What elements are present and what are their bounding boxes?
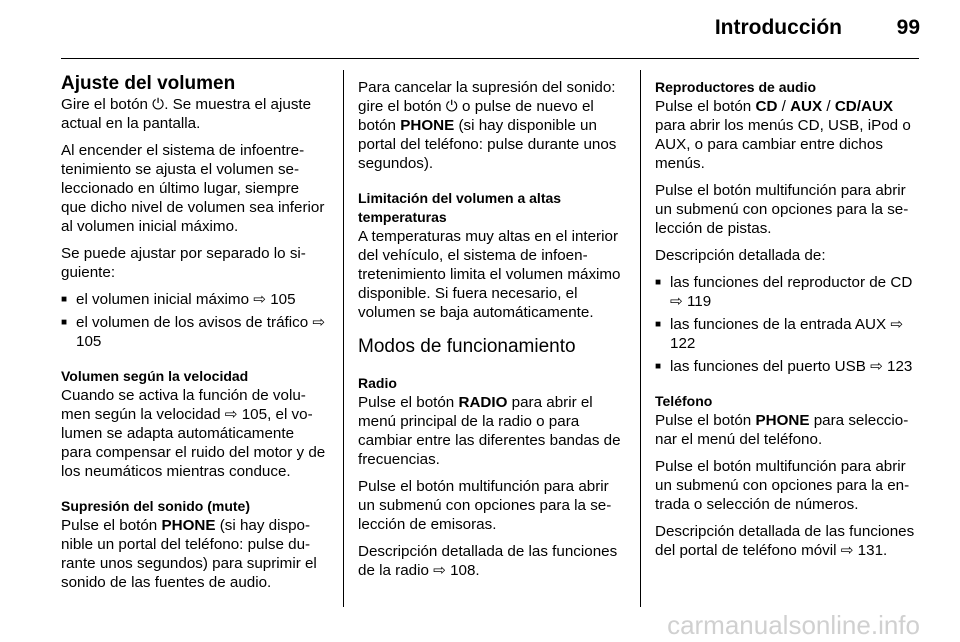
paragraph: Cuando se activa la función de volumen según la velocidad ⇨ 105, el volumen se adapta automáticamente para compensar el ruido del motor y de los neumáticos mientras conduce. xyxy=(61,387,326,480)
paragraph: Descripción detallada de las funciones de la radio ⇨ 108. xyxy=(358,543,618,579)
section-heading-volume: Ajuste del volumen xyxy=(61,73,236,94)
paragraph: Descripción detallada de: xyxy=(655,247,826,264)
button-name: RADIO xyxy=(458,394,508,411)
header-rule xyxy=(61,58,919,59)
paragraph: Pulse el botón RADIO para abrir el menú principal de la radio o para cambiar entre las diferentes bandas de frecuencias. xyxy=(358,394,621,468)
button-name: CD xyxy=(755,98,778,115)
button-name: AUX xyxy=(790,98,823,115)
bullet-list xyxy=(655,273,923,376)
list-item: ■ las funciones del reproductor de CD ⇨ 119 xyxy=(655,273,923,311)
list-item: ■ el volumen inicial máximo ⇨ 105 xyxy=(61,290,328,309)
paragraph: Para cancelar la supresión del sonido: gire el botón ⏻ o pulse de nuevo el botón PHONE (si hay disponible un portal del teléfono: pulse durante unos segundos). xyxy=(358,79,617,172)
bullet-list xyxy=(61,290,328,351)
paragraph: Pulse el botón multifunción para abrir un submenú con opciones para la entrada o selección de números. xyxy=(655,458,910,513)
paragraph: Al encender el sistema de infoentretenimiento se ajusta el volumen seleccionado en último lugar, siempre que dicho nivel de volumen sea inferior al volumen inicial máximo. xyxy=(61,142,325,235)
subheading-temperature-limit: Limitación del volumen a altas temperaturas xyxy=(358,190,562,225)
column-2 xyxy=(358,78,625,588)
column-3 xyxy=(655,78,923,568)
subheading-mute: Supresión del sonido (mute) xyxy=(61,498,251,514)
watermark: carmanualsonline.info xyxy=(667,610,920,640)
button-name: PHONE xyxy=(400,117,455,134)
list-item: ■ el volumen de los avisos de tráfico ⇨ 105 xyxy=(61,313,328,351)
paragraph: Gire el botón ⏻. Se muestra el ajuste actual en la pantalla. xyxy=(61,96,312,132)
subheading-phone: Teléfono xyxy=(655,393,713,409)
button-name: CD/AUX xyxy=(834,98,894,115)
paragraph: Pulse el botón multifunción para abrir un submenú con opciones para la selección de emisoras. xyxy=(358,478,612,533)
paragraph: Pulse el botón multifunción para abrir un submenú con opciones para la selección de pistas. xyxy=(655,182,909,237)
subheading-radio: Radio xyxy=(358,375,397,391)
subheading-speed-volume: Volumen según la velocidad xyxy=(61,368,249,384)
subheading-audio-players: Reproductores de audio xyxy=(655,79,817,95)
section-heading-modes: Modos de funcionamiento xyxy=(358,336,576,357)
button-name: PHONE xyxy=(755,412,810,429)
column-divider-1 xyxy=(343,70,344,607)
paragraph: Se puede ajustar por separado lo siguiente: xyxy=(61,245,306,281)
column-1 xyxy=(61,73,328,600)
column-divider-2 xyxy=(640,70,641,607)
paragraph: A temperaturas muy altas en el interior del vehículo, el sistema de infoentretenimiento limita el volumen máximo disponible. Si fuera necesario, el volumen se baja automáticamente. xyxy=(358,228,621,321)
list-item: ■ las funciones de la entrada AUX ⇨ 122 xyxy=(655,315,923,353)
paragraph: Pulse el botón PHONE para seleccionar el menú del teléfono. xyxy=(655,412,909,448)
paragraph: Descripción detallada de las funciones del portal de teléfono móvil ⇨ 131. xyxy=(655,523,915,559)
page-number: 99 xyxy=(896,16,920,39)
paragraph: Pulse el botón PHONE (si hay disponible un portal del teléfono: pulse durante unos segundos) para suprimir el sonido de las fuentes de audio. xyxy=(61,517,317,591)
list-item: ■ las funciones del puerto USB ⇨ 123 xyxy=(655,357,923,376)
paragraph: Pulse el botón CD / AUX / CD/AUX para abrir los menús CD, USB, iPod o AUX, o para cambiar entre dichos menús. xyxy=(655,98,911,172)
page-title: Introducción xyxy=(714,16,842,39)
button-name: PHONE xyxy=(161,517,216,534)
